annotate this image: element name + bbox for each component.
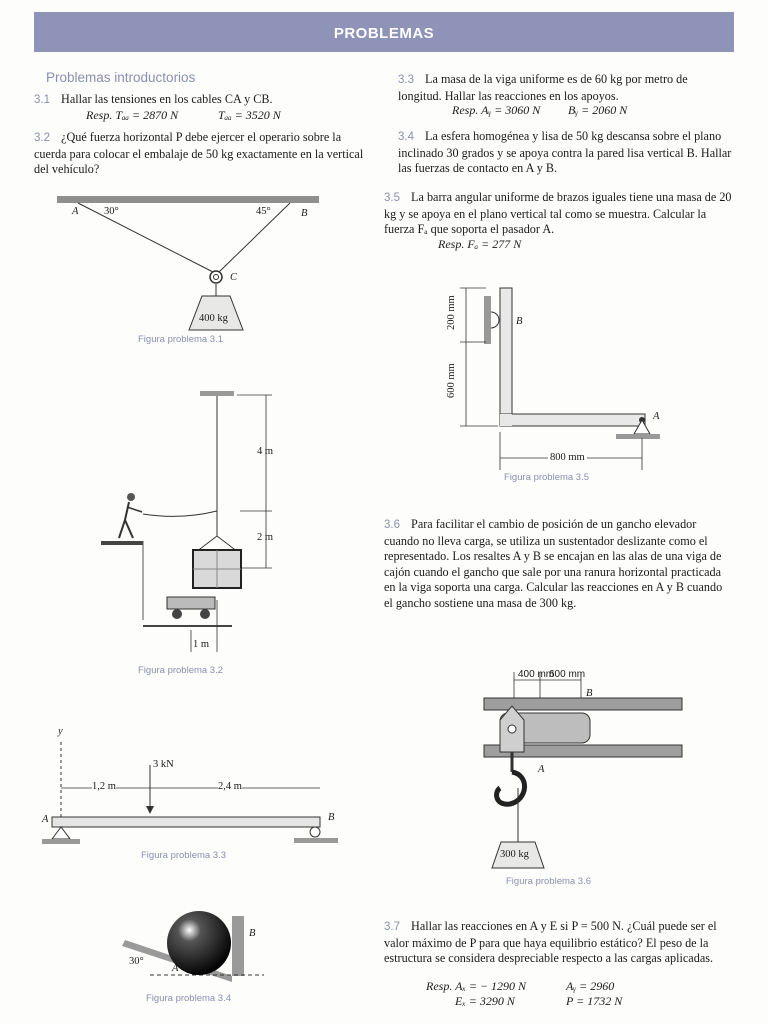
- dimension-label: 4 m: [257, 446, 274, 457]
- angle-label: 45°: [256, 206, 271, 217]
- problem-text: La masa de la viga uniforme es de 60 kg por metro de longitud. Hallar las reacciones en los apoyos.: [398, 72, 688, 103]
- figure-caption: Figura problema 3.6: [506, 876, 592, 887]
- answer-3-5: Resp. Fₐ = 277 N: [438, 237, 522, 251]
- problem-number: 3.2: [34, 132, 50, 144]
- answer-3-1-a: Resp. Tₐₐ = 2870 N: [86, 108, 179, 122]
- load-label: 3 kN: [153, 759, 174, 770]
- dimension-label: 600 mm: [446, 363, 457, 398]
- problem-number: 3.1: [34, 94, 50, 106]
- problem-number: 3.3: [398, 74, 414, 86]
- figure-label: B: [586, 688, 593, 699]
- figure-label: A: [42, 814, 49, 825]
- answer-3-1-b: Tₐₐ = 3520 N: [218, 108, 281, 122]
- answer-3-7-ay: Aᵧ = 2960: [566, 979, 615, 993]
- answer-3-3-b: Bᵧ = 2060 N: [568, 103, 628, 117]
- mass-label: 400 kg: [199, 313, 228, 324]
- problem-number: 3.6: [384, 519, 400, 531]
- answer-3-7-p: P = 1732 N: [566, 994, 623, 1008]
- figure-caption: Figura problema 3.2: [138, 665, 224, 676]
- dimension-label: 1 m: [193, 639, 210, 650]
- problem-3-7: [384, 919, 732, 967]
- problem-text: Hallar las tensiones en los cables CA y CB.: [61, 92, 273, 106]
- figure-label: C: [230, 272, 238, 283]
- figure-label: A: [72, 206, 79, 217]
- dimension-label: 1,2 m: [92, 781, 116, 792]
- problem-text: ¿Qué fuerza horizontal P debe ejercer el operario sobre la cuerda para colocar el embalaje de 50 kg exactamente en la vertical del vehículo?: [34, 130, 364, 177]
- page-header-banner: PROBLEMAS: [34, 12, 734, 52]
- figure-caption: Figura problema 3.5: [504, 472, 590, 483]
- dimension-label: 2,4 m: [218, 781, 242, 792]
- answer-3-7-ex: Eₓ = 3290 N: [455, 994, 515, 1008]
- figure-label: B: [301, 208, 308, 219]
- mass-label: 300 kg: [500, 849, 529, 860]
- section-title: Problemas introductorios: [46, 70, 196, 85]
- answer-3-7-ax: Resp. Aₓ = − 1290 N: [426, 979, 527, 993]
- figure-caption: Figura problema 3.4: [146, 993, 232, 1004]
- figure-label: A: [172, 963, 179, 974]
- problem-number: 3.4: [398, 131, 414, 143]
- problem-text: Hallar las reacciones en A y E si P = 500 N. ¿Cuál puede ser el valor máximo de P para que haya equilibrio estático? El peso de la estructura se considera despreciable respecto a las cargas aplicadas.: [384, 919, 717, 966]
- problem-text: Para facilitar el cambio de posición de un gancho elevador cuando no lleva carga, se utiliza un sustentador deslizante como el representado. Los resaltes A y B se encajan en las alas de una viga de cajón cuando el gancho que sale por una ranura horizontal practicada en la viga soporta una carga. Calcular las reacciones en A y B cuando el gancho sostiene una masa de 300 kg.: [384, 517, 723, 610]
- figure-label: A: [538, 764, 545, 775]
- dimension-label: 2 m: [257, 532, 274, 543]
- figure-label: B: [328, 812, 335, 823]
- problem-number: 3.5: [384, 192, 400, 204]
- dimension-label: 200 mm: [446, 295, 457, 330]
- figure-caption: Figura problema 3.3: [141, 850, 227, 861]
- figure-label: B: [249, 928, 256, 939]
- angle-label: 30°: [129, 956, 144, 967]
- angle-label: 30°: [104, 206, 119, 217]
- dimension-label: 600 mm: [549, 669, 586, 680]
- answer-3-3-a: Resp. Aᵧ = 3060 N: [452, 103, 541, 117]
- problem-text: La barra angular uniforme de brazos iguales tiene una masa de 20 kg y se apoya en el plano vertical tal como se muestra. Calcular la fuerza Fₐ que soporta el pasador A.: [384, 190, 732, 237]
- figure-label: A: [653, 411, 660, 422]
- dimension-label: 800 mm: [550, 452, 585, 463]
- problem-text: La esfera homogénea y lisa de 50 kg descansa sobre el plano inclinado 30 grados y se apoya contra la pared lisa vertical B. Hallar las fuerzas de contacto en A y B.: [398, 129, 732, 176]
- axis-label: y: [58, 726, 63, 737]
- figure-caption: Figura problema 3.1: [138, 334, 224, 345]
- figure-label: B: [516, 316, 523, 327]
- problem-number: 3.7: [384, 921, 400, 933]
- dimension-label: 400 mm: [518, 669, 555, 680]
